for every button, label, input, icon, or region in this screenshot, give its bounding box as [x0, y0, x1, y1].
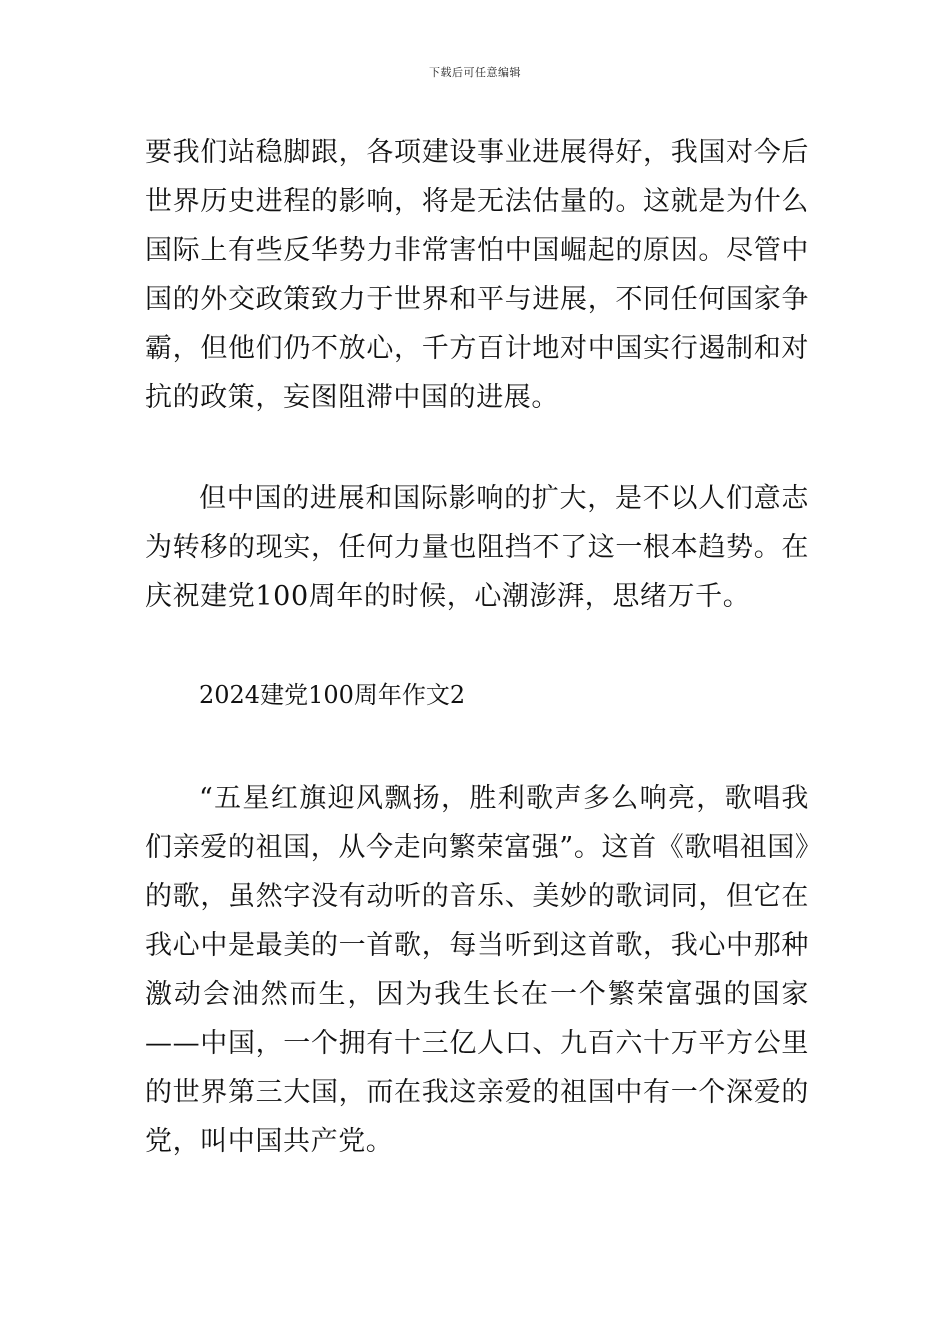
- paragraph-1: 要我们站稳脚跟，各项建设事业进展得好，我国对今后世界历史进程的影响，将是无法估量的。这就是为什么国际上有些反华势力非常害怕中国崛起的原因。尽管中国的外交政策致力于世界和平与进展，不同任何国家争霸，但他们仍不放心，千方百计地对中国实行遏制和对抗的政策，妄图阻滞中国的进展。: [145, 137, 809, 413]
- paragraph-2: 但中国的进展和国际影响的扩大，是不以人们意志为转移的现实，任何力量也阻挡不了这一根本趋势。在庆祝建党100周年的时候，心潮澎湃，思绪万千。: [145, 483, 809, 612]
- header-note: 下载后可任意编辑: [429, 66, 521, 79]
- paragraph-3: “五星红旗迎风飘扬，胜利歌声多么响亮，歌唱我们亲爱的祖国，从今走向繁荣富强”。这首《歌唱祖国》的歌，虽然字没有动听的音乐、美妙的歌词同，但它在我心中是最美的一首歌，每当听到这首歌，我心中那种激动会油然而生，因为我生长在一个繁荣富强的国家——中国，一个拥有十三亿人口、九百六十万平方公里的世界第三大国，而在我这亲爱的祖国中有一个深爱的党，叫中国共产党。: [145, 783, 809, 1157]
- section-heading: 2024建党100周年作文2: [199, 681, 466, 709]
